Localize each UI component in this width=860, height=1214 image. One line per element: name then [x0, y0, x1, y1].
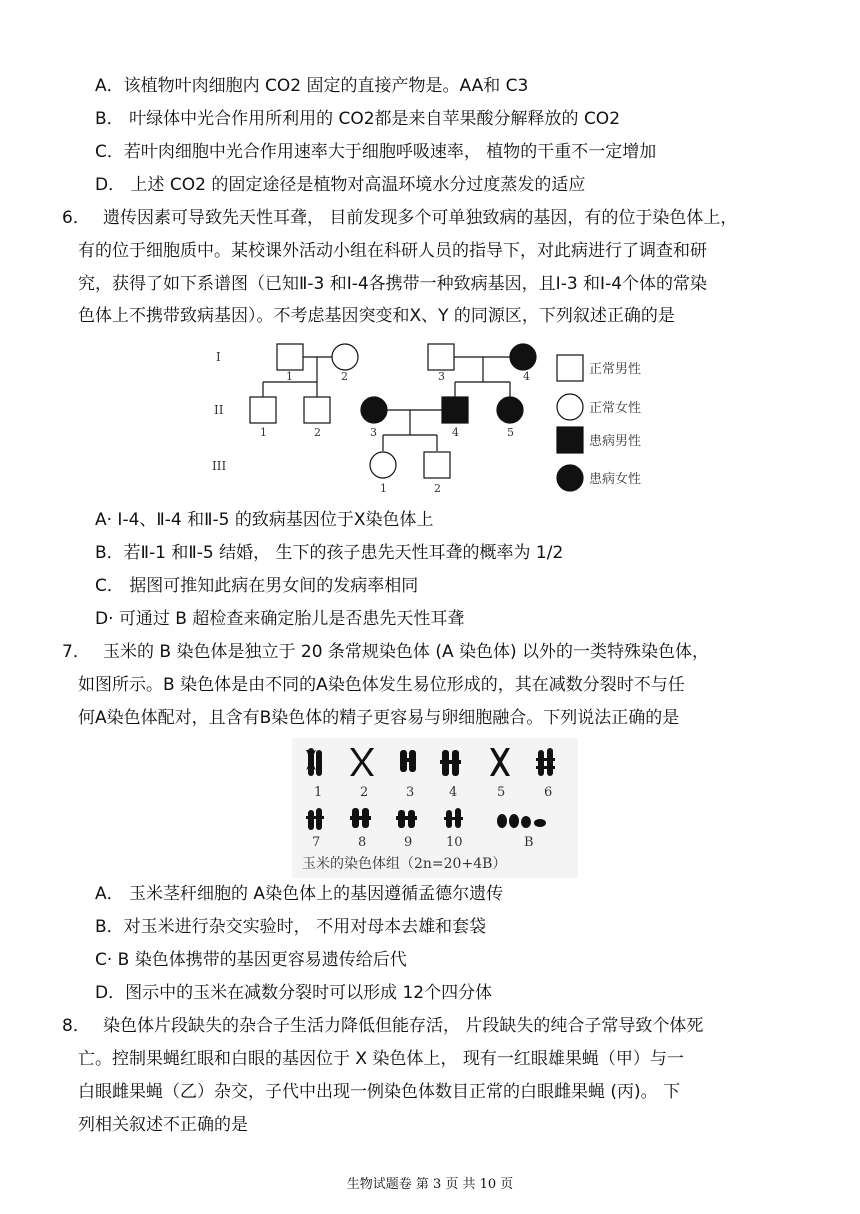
- chromosome-pair-5: [490, 748, 510, 776]
- individual-number: 2: [434, 482, 441, 495]
- chromosome-label: 2: [360, 785, 369, 800]
- individual-number: 2: [314, 426, 321, 439]
- gen2-individual-1: [250, 397, 276, 423]
- karyotype-figure: [292, 738, 578, 878]
- individual-number: 3: [438, 370, 445, 383]
- gen2-individual-2: [304, 397, 330, 423]
- pedigree-diagram: [200, 334, 670, 500]
- chromosome-pair-8: [350, 808, 371, 828]
- q6-option-a: A· Ⅰ-4、Ⅱ-4 和Ⅱ-5 的致病基因位于X染色体上: [95, 510, 434, 530]
- legend-affected-male-icon: [557, 427, 583, 453]
- q7-stem-line: 何A染色体配对，且含有B染色体的精子更容易与卵细胞融合。下列说法正确的是: [78, 708, 680, 728]
- generation-label: II: [214, 403, 224, 417]
- q7-stem-line: 如图所示。B 染色体是由不同的A染色体发生易位形成的，其在减数分裂时不与任: [78, 675, 685, 695]
- gen2-individual-5: [497, 397, 523, 423]
- generation-label: I: [216, 350, 221, 364]
- chromosome-label: 8: [358, 835, 367, 850]
- q6-option-b: B．若Ⅱ-1 和Ⅱ-5 结婚， 生下的孩子患先天性耳聋的概率为 1/2: [95, 543, 564, 563]
- karyotype-caption: 玉米的染色体组（2n=20+4B）: [302, 856, 507, 872]
- chromosome-pair-1: [306, 748, 322, 776]
- q6-number: 6．: [62, 208, 90, 228]
- gen3-individual-2: [424, 452, 450, 478]
- q8-stem-line: 白眼雌果蝇（乙）杂交，子代中出现一例染色体数目正常的白眼雌果蝇 (丙)。 下: [78, 1082, 681, 1102]
- chromosome-pair-10: [444, 808, 463, 828]
- q5-option-d: D． 上述 CO2 的固定途径是植物对高温环境水分过度蒸发的适应: [95, 175, 586, 195]
- q5-option-c: C．若叶肉细胞中光合作用速率大于细胞呼吸速率， 植物的干重不一定增加: [95, 142, 657, 162]
- q6-stem-line: 究，获得了如下系谱图（已知Ⅱ-3 和Ⅰ-4各携带一种致病基因，且Ⅰ-3 和Ⅰ-4个体的常染: [78, 274, 708, 294]
- legend-label: 正常女性: [589, 401, 642, 416]
- q5-option-a: A．该植物叶肉细胞内 CO2 固定的直接产物是。AA和 C3: [95, 76, 529, 96]
- chromosome-pair-4: [440, 750, 461, 776]
- legend-label: 正常男性: [589, 362, 642, 377]
- q8-number: 8．: [62, 1016, 90, 1036]
- legend-normal-female-icon: [557, 394, 583, 420]
- individual-number: 5: [507, 426, 514, 439]
- q8-stem-line: 染色体片段缺失的杂合子生活力降低但能存活， 片段缺失的纯合子常导致个体死: [103, 1016, 704, 1036]
- q5-option-b: B． 叶绿体中光合作用所利用的 CO2都是来自苹果酸分解释放的 CO2: [95, 109, 621, 129]
- individual-number: 2: [341, 370, 348, 383]
- chromosome-pair-9: [396, 810, 417, 828]
- chromosome-pair-2: [350, 748, 374, 776]
- q7-option-b: B．对玉米进行杂交实验时， 不用对母本去雄和套袋: [95, 917, 487, 937]
- gen1-individual-2: [332, 344, 358, 370]
- chromosome-label: 7: [312, 835, 321, 850]
- q7-number: 7．: [62, 642, 90, 662]
- page-footer: 生物试题卷 第 3 页 共 10 页: [346, 1177, 514, 1192]
- individual-number: 1: [380, 482, 387, 495]
- chromosome-label: B: [524, 835, 534, 850]
- individual-number: 1: [286, 370, 293, 383]
- chromosome-label: 1: [314, 785, 323, 800]
- q6-stem-line: 色体上不携带致病基因）。不考虑基因突变和X、Y 的同源区，下列叙述正确的是: [78, 306, 675, 326]
- q8-stem-line: 列相关叙述不正确的是: [78, 1115, 248, 1135]
- gen1-individual-1: [277, 344, 303, 370]
- legend-affected-female-icon: [557, 465, 583, 491]
- individual-number: 1: [260, 426, 267, 439]
- q7-stem-line: 玉米的 B 染色体是独立于 20 条常规染色体 (A 染色体) 以外的一类特殊染色体，: [103, 642, 710, 662]
- legend-normal-male-icon: [557, 355, 583, 381]
- q7-option-c: C· B 染色体携带的基因更容易遗传给后代: [95, 950, 407, 970]
- gen1-individual-3: [428, 344, 454, 370]
- gen2-individual-3: [361, 397, 387, 423]
- chromosome-pair-3: [400, 750, 416, 772]
- q6-option-d: D· 可通过 B 超检查来确定胎儿是否患先天性耳聋: [95, 609, 465, 629]
- chromosome-pair-7: [306, 808, 324, 830]
- gen1-individual-4: [510, 344, 536, 370]
- q7-option-a: A． 玉米茎秆细胞的 A染色体上的基因遵循孟德尔遗传: [95, 884, 504, 904]
- q8-stem-line: 亡。控制果蝇红眼和白眼的基因位于 X 染色体上， 现有一红眼雄果蝇（甲）与一: [78, 1049, 684, 1069]
- q7-option-d: D．图示中的玉米在减数分裂时可以形成 12个四分体: [95, 983, 493, 1003]
- legend-label: 患病女性: [589, 472, 642, 487]
- chromosome-label: 10: [446, 835, 463, 850]
- generation-label: III: [212, 459, 227, 473]
- q6-stem-line: 有的位于细胞质中。某校课外活动小组在科研人员的指导下，对此病进行了调查和研: [78, 241, 707, 261]
- chromosome-pair-6: [536, 748, 555, 776]
- gen3-individual-1: [370, 452, 396, 478]
- individual-number: 4: [452, 426, 459, 439]
- chromosome-label: 6: [544, 785, 553, 800]
- chromosome-label: 5: [497, 785, 506, 800]
- chromosome-label: 3: [406, 785, 415, 800]
- chromosome-label: 9: [404, 835, 413, 850]
- legend-label: 患病男性: [589, 434, 642, 449]
- individual-number: 4: [523, 370, 530, 383]
- q6-option-c: C． 据图可推知此病在男女间的发病率相同: [95, 576, 419, 596]
- chromosome-label: 4: [449, 785, 458, 800]
- gen2-individual-4: [442, 397, 468, 423]
- individual-number: 3: [370, 426, 377, 439]
- b-chromosomes: [497, 814, 546, 828]
- q6-stem-line: 遗传因素可导致先天性耳聋， 目前发现多个可单独致病的基因，有的位于染色体上，: [103, 208, 738, 228]
